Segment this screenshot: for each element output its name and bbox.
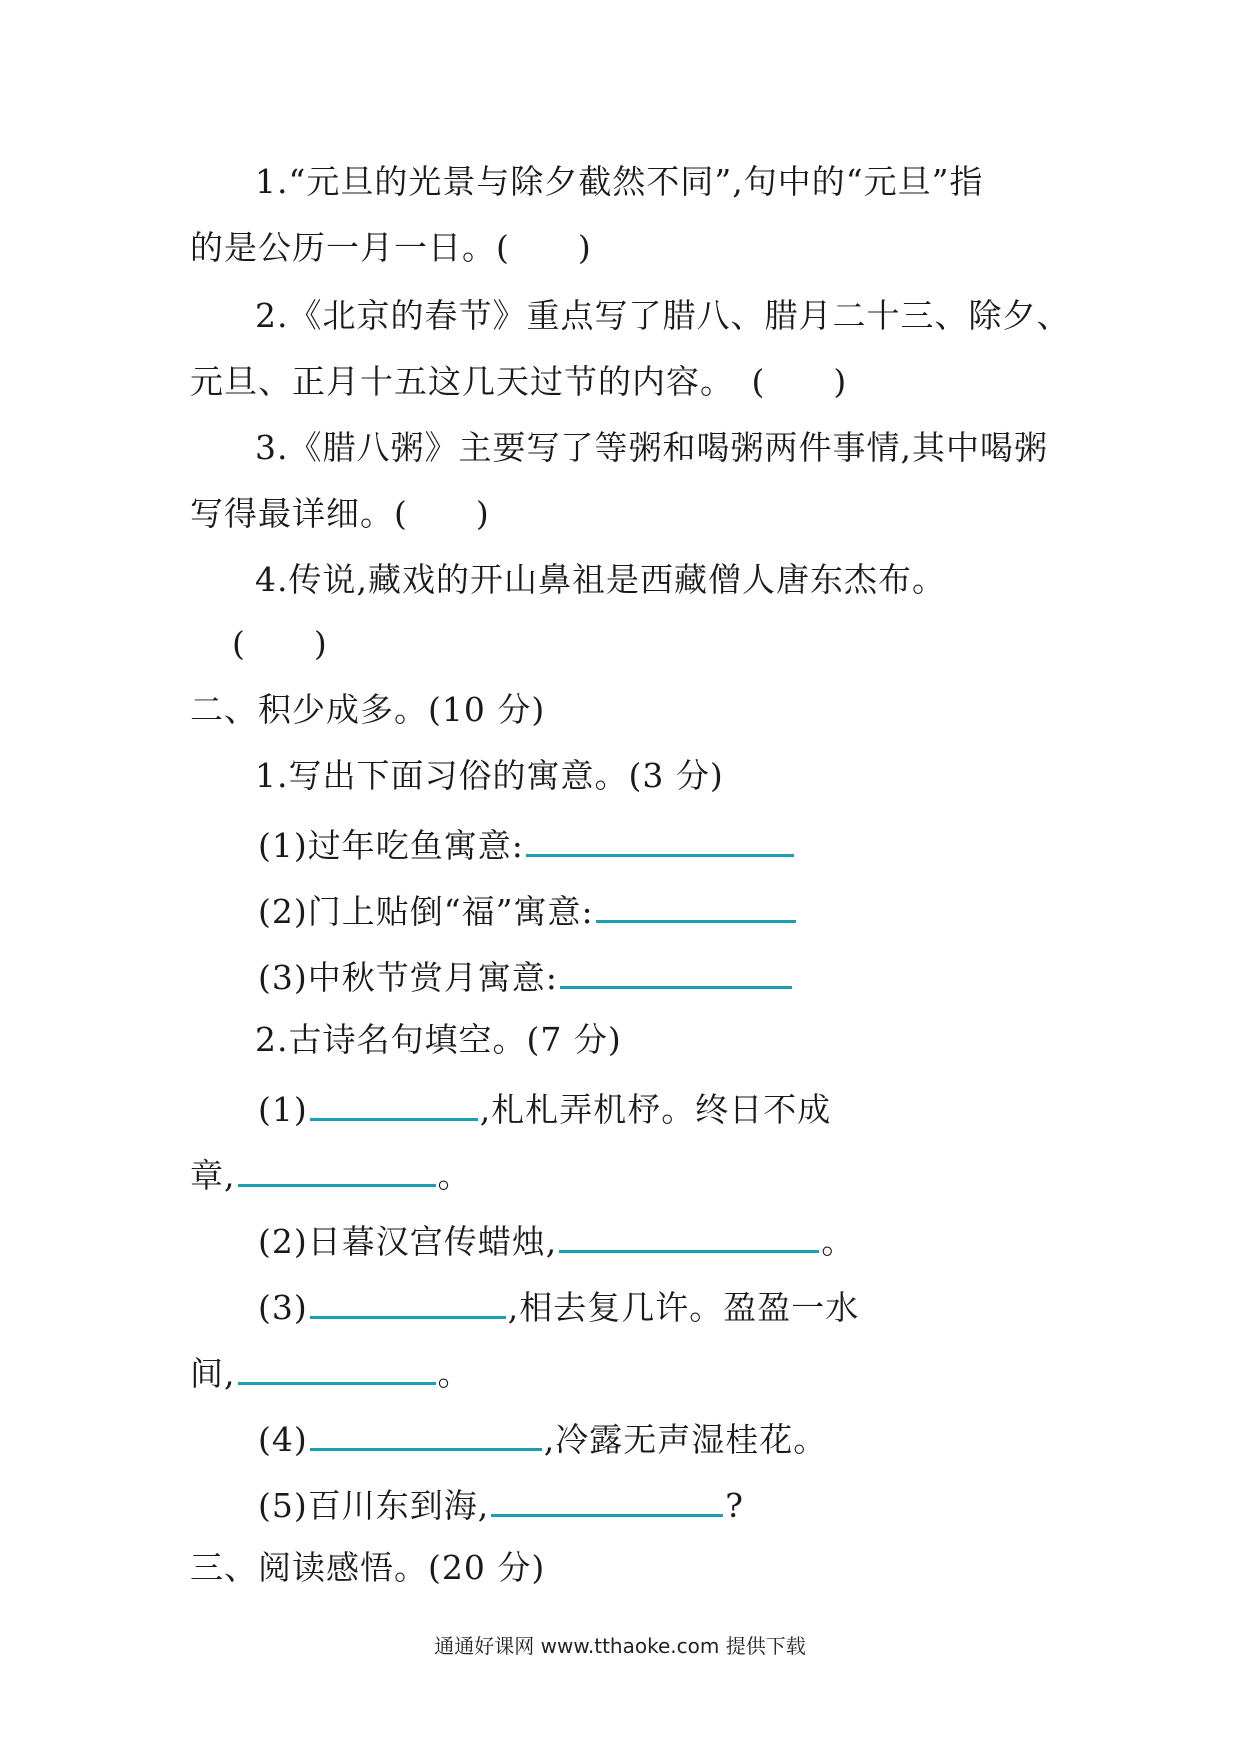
poem-2 bbox=[258, 1216, 855, 1264]
poem-3-line-2-prefix: 间, bbox=[190, 1354, 236, 1393]
section-3-heading: 三、阅读感悟。(20 分) bbox=[190, 1548, 546, 1587]
poem-1-line-2 bbox=[190, 1150, 472, 1198]
poem-5-text: (5)百川东到海, bbox=[258, 1486, 490, 1525]
question-4-line-2: ( ) bbox=[232, 624, 328, 663]
answer-blank[interactable] bbox=[238, 1348, 436, 1385]
question-3-line-2: 写得最详细。( ) bbox=[190, 494, 490, 533]
poem-fill-title: 2.古诗名句填空。(7 分) bbox=[255, 1020, 622, 1059]
poem-3-line-1 bbox=[258, 1282, 859, 1330]
poem-1-prefix: (1) bbox=[258, 1090, 308, 1129]
poem-1-line-2-suffix: 。 bbox=[437, 1156, 472, 1195]
answer-blank[interactable] bbox=[310, 1084, 478, 1121]
answer-blank[interactable] bbox=[526, 820, 794, 857]
answer-blank[interactable] bbox=[560, 952, 792, 989]
question-1-line-2: 的是公历一月一日。( ) bbox=[190, 228, 592, 267]
question-2-line-1: 2.《北京的春节》重点写了腊八、腊月二十三、除夕、 bbox=[255, 296, 1071, 335]
poem-5-suffix: ? bbox=[725, 1486, 744, 1525]
footer-watermark: 通通好课网 www.tthaoke.com 提供下载 bbox=[434, 1634, 806, 1658]
custom-item-1 bbox=[258, 820, 796, 868]
answer-blank[interactable] bbox=[310, 1282, 506, 1319]
poem-2-text: (2)日暮汉宫传蜡烛, bbox=[258, 1222, 558, 1261]
poem-3-text: ,相去复几许。盈盈一水 bbox=[507, 1288, 860, 1327]
custom-item-3 bbox=[258, 952, 794, 1000]
poem-4-prefix: (4) bbox=[258, 1420, 308, 1459]
poem-1-line-2-prefix: 章, bbox=[190, 1156, 236, 1195]
poem-4 bbox=[258, 1414, 827, 1462]
poem-3-line-2-suffix: 。 bbox=[437, 1354, 472, 1393]
question-2-line-2: 元旦、正月十五这几天过节的内容。 ( ) bbox=[190, 362, 848, 401]
poem-2-suffix: 。 bbox=[821, 1222, 856, 1261]
poem-5 bbox=[258, 1480, 744, 1528]
poem-3-line-2 bbox=[190, 1348, 472, 1396]
answer-blank[interactable] bbox=[310, 1414, 542, 1451]
custom-item-1-label: (1)过年吃鱼寓意: bbox=[258, 826, 524, 865]
poem-1-text: ,札札弄机杼。终日不成 bbox=[479, 1090, 832, 1129]
poem-1-line-1 bbox=[258, 1084, 831, 1132]
poem-3-prefix: (3) bbox=[258, 1288, 308, 1327]
answer-blank[interactable] bbox=[238, 1150, 436, 1187]
poem-4-text: ,冷露无声湿桂花。 bbox=[543, 1420, 828, 1459]
answer-blank[interactable] bbox=[559, 1216, 819, 1253]
section-2-heading: 二、积少成多。(10 分) bbox=[190, 690, 546, 729]
custom-item-3-label: (3)中秋节赏月寓意: bbox=[258, 958, 558, 997]
answer-blank[interactable] bbox=[596, 886, 796, 923]
custom-item-2-label: (2)门上贴倒“福”寓意: bbox=[258, 892, 594, 931]
question-4-line-1: 4.传说,藏戏的开山鼻祖是西藏僧人唐东杰布。 bbox=[255, 560, 946, 599]
question-3-line-1: 3.《腊八粥》主要写了等粥和喝粥两件事情,其中喝粥 bbox=[255, 428, 1048, 467]
question-1-line-1: 1.“元旦的光景与除夕截然不同”,句中的“元旦”指 bbox=[255, 162, 984, 201]
answer-blank[interactable] bbox=[491, 1480, 723, 1517]
custom-meaning-title: 1.写出下面习俗的寓意。(3 分) bbox=[255, 756, 724, 795]
custom-item-2 bbox=[258, 886, 798, 934]
